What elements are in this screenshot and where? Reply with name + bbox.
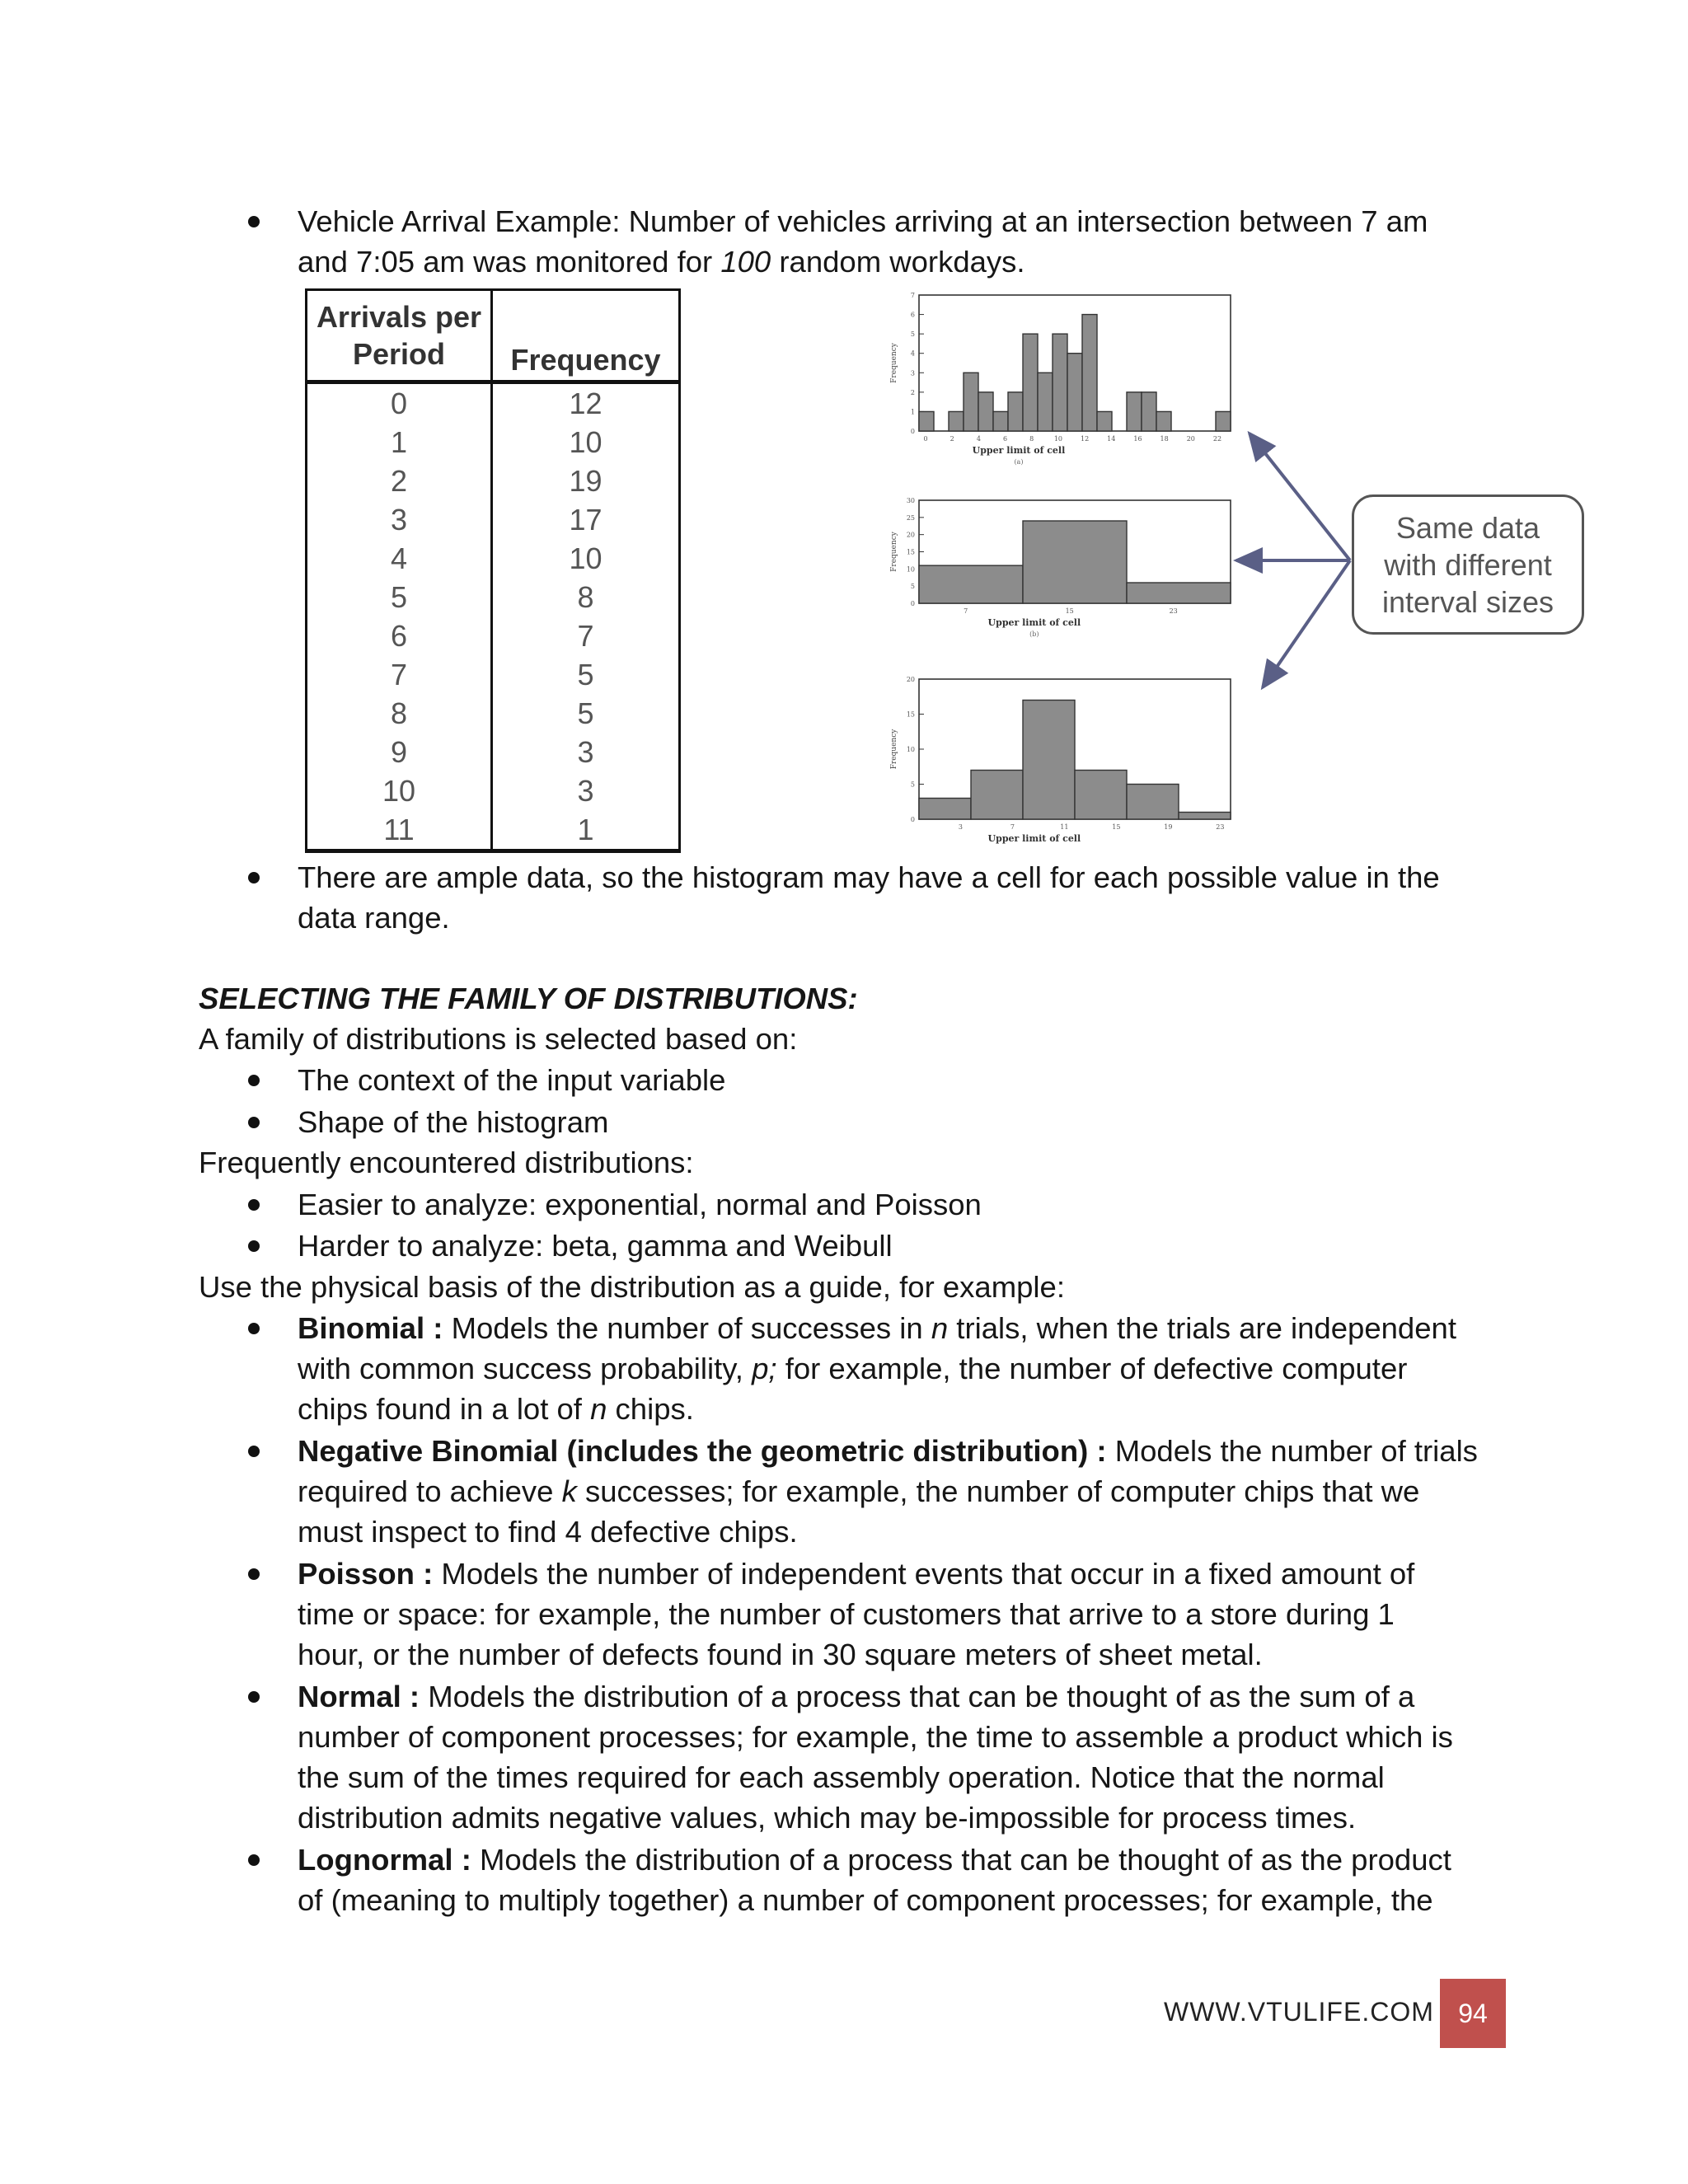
y-tick-label: 10 — [906, 565, 915, 574]
bullet-dot — [248, 216, 260, 227]
y-tick-label: 0 — [910, 600, 915, 607]
x-tick-label: 6 — [1002, 435, 1008, 443]
bullet-easier: Easier to analyze: exponential, normal and Poisson — [298, 1188, 982, 1221]
period-cell: 2 — [307, 462, 492, 500]
y-tick-label: 15 — [906, 548, 915, 556]
y-tick-label: 5 — [910, 330, 915, 339]
histogram-bar — [1053, 334, 1067, 431]
period-cell: 7 — [307, 655, 492, 694]
x-tick-label: 18 — [1160, 435, 1169, 443]
table-row — [307, 500, 680, 539]
histogram-bar — [1067, 354, 1082, 431]
table-row — [307, 694, 680, 733]
callout-line-1: Same data — [1395, 510, 1540, 545]
x-tick-label: 16 — [1133, 435, 1142, 443]
poisson-line-3: hour, or the number of defects found in 30 square meters of sheet metal. — [298, 1638, 1263, 1671]
x-axis-label: Upper limit of cell — [972, 445, 1066, 456]
negbin-line-1: Negative Binomial (includes the geometric distribution) : Models the number of trials — [298, 1434, 1478, 1468]
negbin-line-2: required to achieve k successes; for example, the number of computer chips that we — [298, 1474, 1420, 1508]
table-row — [307, 771, 680, 810]
histogram-bar — [964, 373, 978, 431]
histogram-cell-width-4 — [886, 669, 1232, 852]
y-axis-label: Frequency — [890, 532, 898, 572]
y-tick-label: 15 — [906, 710, 915, 719]
table-row — [307, 733, 680, 771]
histogram-bar — [1008, 392, 1023, 431]
section-intro: A family of distributions is selected based on: — [199, 1022, 798, 1056]
x-tick-label: 12 — [1080, 435, 1090, 443]
y-tick-label: 10 — [906, 746, 915, 753]
histogram-bar — [1156, 411, 1171, 431]
histogram-bar — [949, 411, 964, 431]
frequency-table — [305, 288, 681, 853]
frequency-cell: 3 — [577, 735, 594, 769]
x-tick-label: 23 — [1216, 823, 1225, 831]
bullet-harder: Harder to analyze: beta, gamma and Weibull — [298, 1229, 893, 1263]
x-tick-label: 15 — [1112, 823, 1121, 831]
same-data-callout — [1352, 494, 1584, 635]
x-tick-label: 22 — [1212, 435, 1222, 443]
period-cell: 5 — [307, 578, 492, 616]
histogram-bar — [1216, 411, 1231, 431]
bullet-dot — [248, 1568, 260, 1580]
binomial-line-2: with common success probability, p; for example, the number of defective computer — [298, 1352, 1408, 1385]
lognormal-line-1: Lognormal : Models the distribution of a process that can be thought of as the product — [298, 1843, 1451, 1877]
bullet-dot — [248, 1446, 260, 1457]
period-cell: 1 — [307, 423, 492, 462]
bullet-dot — [248, 1854, 260, 1866]
period-cell: 8 — [307, 694, 492, 733]
intro-line-1: Vehicle Arrival Example: Number of vehicles arriving at an intersection between 7 am — [298, 204, 1428, 238]
header-frequency: Frequency — [510, 343, 661, 377]
frequency-cell: 7 — [577, 619, 594, 653]
table-row — [307, 382, 680, 424]
table-row — [307, 578, 680, 616]
period-cell: 0 — [307, 382, 492, 424]
histogram-bar — [1179, 813, 1231, 820]
binomial-line-1: Binomial : Models the number of successes in n trials, when the trials are independent — [298, 1311, 1456, 1345]
page-number: 94 — [1440, 1979, 1506, 2048]
x-tick-label: 8 — [1029, 435, 1034, 443]
period-cell: 6 — [307, 616, 492, 655]
histogram-bar — [993, 411, 1008, 431]
table-row — [307, 423, 680, 462]
bullet-dot — [248, 872, 260, 883]
y-tick-label: 4 — [910, 349, 915, 358]
histogram-bar — [919, 565, 1023, 603]
histogram-bar — [1127, 392, 1142, 431]
y-tick-label: 20 — [906, 531, 915, 539]
footer-website: WWW.VTULIFE.COM — [1164, 1997, 1434, 2027]
frequency-cell: 19 — [569, 464, 603, 498]
bullet-dot — [248, 1323, 260, 1334]
section-heading: SELECTING THE FAMILY OF DISTRIBUTIONS: — [199, 982, 858, 1015]
x-axis-label: Upper limit of cell — [987, 833, 1081, 844]
histogram-bar — [978, 392, 993, 431]
frequency-cell: 8 — [577, 580, 594, 614]
y-axis-label: Frequency — [890, 729, 898, 770]
y-tick-label: 20 — [906, 676, 915, 683]
histogram-bar — [1075, 771, 1127, 820]
x-axis-label: Upper limit of cell — [987, 617, 1081, 628]
y-tick-label: 1 — [910, 408, 915, 416]
period-cell: 10 — [307, 771, 492, 810]
x-tick-label: 3 — [958, 823, 963, 831]
guide-line: Use the physical basis of the distribution as a guide, for example: — [199, 1270, 1065, 1304]
x-tick-label: 14 — [1107, 435, 1116, 443]
y-tick-label: 25 — [906, 513, 915, 522]
arrow-to-bottom-histogram — [1263, 560, 1350, 687]
histogram-bar — [1127, 583, 1231, 603]
period-cell: 11 — [307, 810, 492, 851]
x-tick-label: 10 — [1053, 435, 1063, 443]
bullet-dot — [248, 1691, 260, 1703]
subfigure-label: (b) — [1029, 630, 1039, 638]
y-tick-label: 3 — [910, 369, 915, 377]
bullet-context: The context of the input variable — [298, 1063, 726, 1097]
intro-line-2: and 7:05 am was monitored for 100 random workdays. — [298, 245, 1025, 279]
frequency-cell: 3 — [577, 774, 594, 808]
poisson-line-2: time or space: for example, the number of customers that arrive to a store during 1 — [298, 1597, 1395, 1631]
frequency-cell: 10 — [569, 541, 603, 575]
negbin-line-3: must inspect to find 4 defective chips. — [298, 1515, 798, 1549]
header-arrivals: Arrivals per Period — [307, 290, 492, 382]
y-tick-label: 5 — [910, 583, 915, 591]
histogram-bar — [1023, 521, 1127, 603]
x-tick-label: 23 — [1169, 607, 1178, 615]
callout-line-2: with different — [1384, 547, 1552, 582]
frequency-cell: 10 — [569, 425, 603, 459]
arrow-to-top-histogram — [1250, 434, 1350, 560]
normal-line-2: number of component processes; for example, the time to assemble a product which is — [298, 1720, 1453, 1754]
table-row — [307, 616, 680, 655]
histogram-cell-width-8 — [886, 492, 1232, 653]
frequency-cell: 5 — [577, 696, 594, 730]
binomial-line-3: chips found in a lot of n chips. — [298, 1392, 694, 1426]
histogram-bar — [1142, 392, 1156, 431]
x-tick-label: 19 — [1164, 823, 1173, 831]
x-tick-label: 0 — [923, 435, 928, 443]
table-row — [307, 655, 680, 694]
frequency-cell: 12 — [569, 387, 603, 420]
subfigure-label: (a) — [1014, 458, 1024, 466]
frequency-cell: 1 — [577, 813, 594, 846]
x-tick-label: 7 — [964, 607, 968, 615]
histogram-bar — [919, 799, 971, 820]
frequency-cell: 5 — [577, 658, 594, 691]
table-row — [307, 539, 680, 578]
histogram-bar — [1023, 334, 1038, 431]
ample-line-2: data range. — [298, 901, 450, 935]
y-tick-label: 2 — [910, 388, 915, 396]
x-tick-label: 20 — [1186, 435, 1195, 443]
period-cell: 3 — [307, 500, 492, 539]
bullet-dot — [248, 1117, 260, 1128]
bullet-dot — [248, 1199, 260, 1211]
bullet-dot — [248, 1240, 260, 1252]
y-tick-label: 0 — [910, 816, 915, 823]
bullet-dot — [248, 1075, 260, 1086]
bullet-shape: Shape of the histogram — [298, 1105, 609, 1139]
table-row — [307, 810, 680, 851]
x-tick-label: 11 — [1060, 823, 1069, 831]
frequency-cell: 17 — [569, 503, 603, 537]
histogram-bar — [971, 771, 1023, 820]
poisson-line-1: Poisson : Models the number of independent events that occur in a fixed amount of — [298, 1557, 1415, 1591]
x-tick-label: 7 — [1010, 823, 1015, 831]
normal-line-3: the sum of the times required for each assembly operation. Notice that the normal — [298, 1760, 1385, 1794]
histogram-bar — [1023, 701, 1075, 820]
period-cell: 9 — [307, 733, 492, 771]
histogram-cell-width-1 — [886, 287, 1232, 485]
frequently-intro: Frequently encountered distributions: — [199, 1146, 694, 1179]
y-tick-label: 7 — [910, 292, 915, 299]
period-cell: 4 — [307, 539, 492, 578]
normal-line-1: Normal : Models the distribution of a process that can be thought of as the sum of a — [298, 1680, 1415, 1713]
x-tick-label: 4 — [976, 435, 981, 443]
histogram-bar — [1097, 411, 1112, 431]
normal-line-4: distribution admits negative values, which may be-impossible for process times. — [298, 1801, 1357, 1835]
lognormal-line-2: of (meaning to multiply together) a number of component processes; for example, the — [298, 1883, 1433, 1917]
histogram-bar — [919, 411, 934, 431]
y-axis-label: Frequency — [890, 343, 898, 383]
callout-line-3: interval sizes — [1381, 584, 1554, 619]
y-tick-label: 0 — [910, 428, 915, 435]
histogram-bar — [1127, 785, 1179, 820]
ample-line-1: There are ample data, so the histogram may have a cell for each possible value in the — [298, 860, 1440, 894]
table-row — [307, 462, 680, 500]
y-tick-label: 6 — [910, 311, 915, 319]
y-tick-label: 5 — [910, 780, 915, 789]
histogram-bar — [1038, 373, 1053, 431]
x-tick-label: 2 — [950, 435, 954, 443]
histogram-bar — [1082, 315, 1097, 431]
x-tick-label: 15 — [1065, 607, 1074, 615]
y-tick-label: 30 — [906, 497, 915, 504]
